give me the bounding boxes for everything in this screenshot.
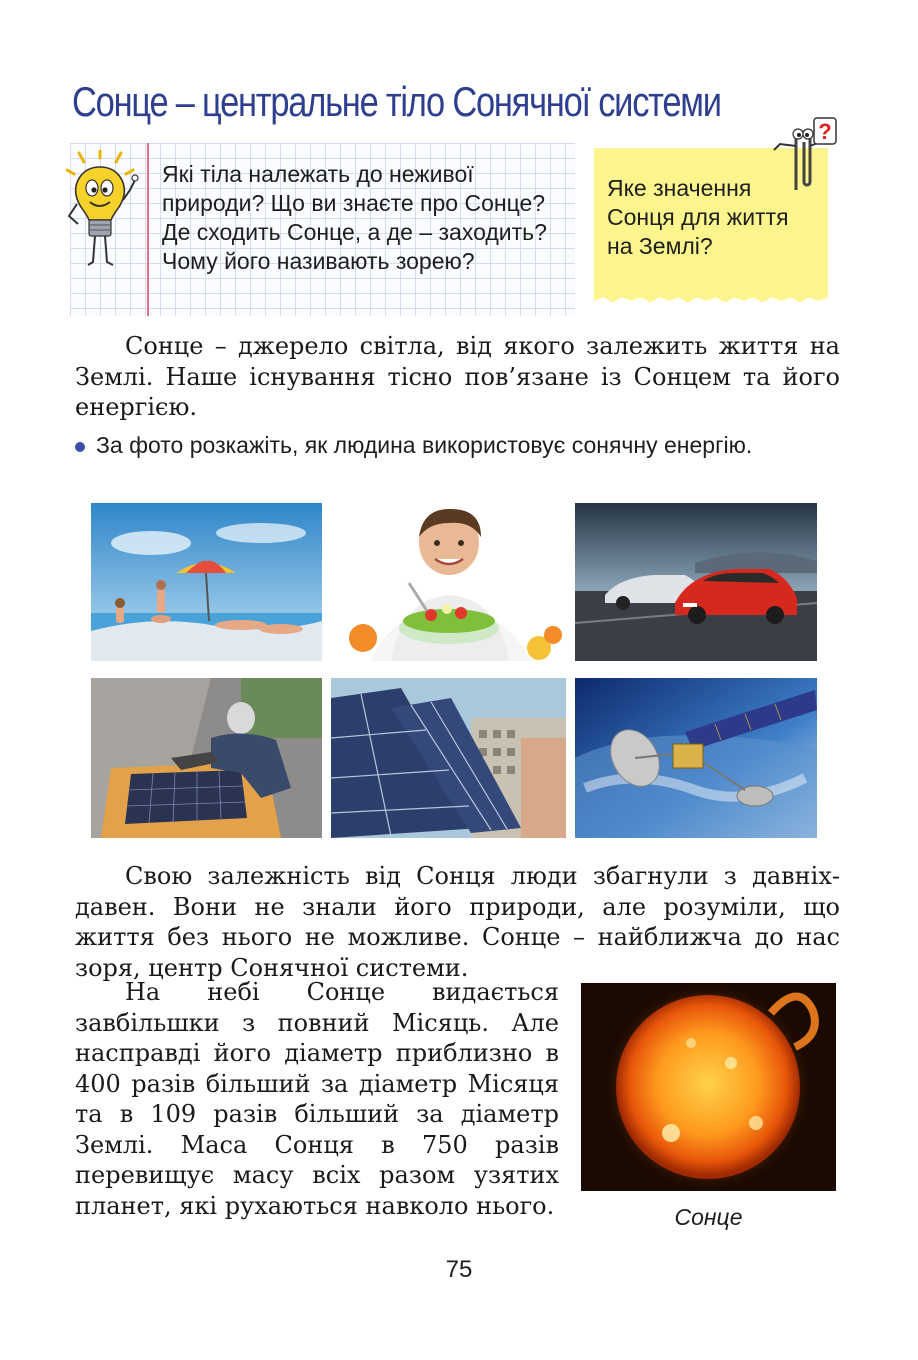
task-bullet-text: За фото розкажіть, як людина використовує сонячну енергію. xyxy=(96,432,753,458)
solar-panel-icon xyxy=(331,678,566,838)
svg-text:?: ? xyxy=(818,119,832,144)
page-number: 75 xyxy=(445,1256,473,1283)
beach-umbrella-icon xyxy=(91,503,322,661)
lightbulb-icon xyxy=(66,150,146,270)
bullet-dot xyxy=(75,442,85,452)
photo-solar-bench xyxy=(91,678,322,838)
photo-cars xyxy=(575,503,817,661)
photo-beach xyxy=(91,503,322,661)
sun-image xyxy=(581,983,836,1191)
sun-icon xyxy=(581,983,836,1191)
margin-line xyxy=(147,143,149,316)
solar-panel-icon xyxy=(91,678,322,838)
photo-young-man-salad xyxy=(331,503,566,661)
sun-caption: Сонце xyxy=(674,1204,743,1230)
task-bullet xyxy=(75,431,840,460)
question-text: Які тіла належать до неживої природи? Що ви знаєте про Сонце? Де сходить Сонце, а де – заходить? Чому його називають зорею? xyxy=(162,161,547,274)
history-paragraph: Свою залежність від Сонця люди збагнули з давніх-давен. Вони не знали його природи, але розуміли, що життя без нього не можливе. Сонце – найближча до нас зоря, центр Сонячної системи. xyxy=(75,862,840,982)
intro-paragraph: Сонце – джерело світла, від якого залежить життя на Землі. Наше існування тісно пов’язане із Сонцем та його енергією. xyxy=(75,332,840,421)
salad-bowl-icon xyxy=(331,503,566,661)
page-title: Сонце – центральне тіло Сонячної системи xyxy=(72,78,721,125)
paperclip-question-icon xyxy=(768,116,840,198)
size-paragraph: На небі Сонце видається завбільшки з повний Місяць. Але насправді його діаметр приблизно в 400 разів більший за діаметр Місяця та в 109 разів більший за діаметр Землі. Маса Сонця в 750 разів перевищує масу всіх разом узятих планет, які рухаються навколо нього. xyxy=(75,978,559,1220)
car-icon xyxy=(575,503,817,661)
satellite-icon xyxy=(575,678,817,838)
photo-satellite xyxy=(575,678,817,838)
sticky-note-text: Яке значення Сонця для життя на Землі? xyxy=(607,175,789,259)
photo-solar-roof-panels xyxy=(331,678,566,838)
